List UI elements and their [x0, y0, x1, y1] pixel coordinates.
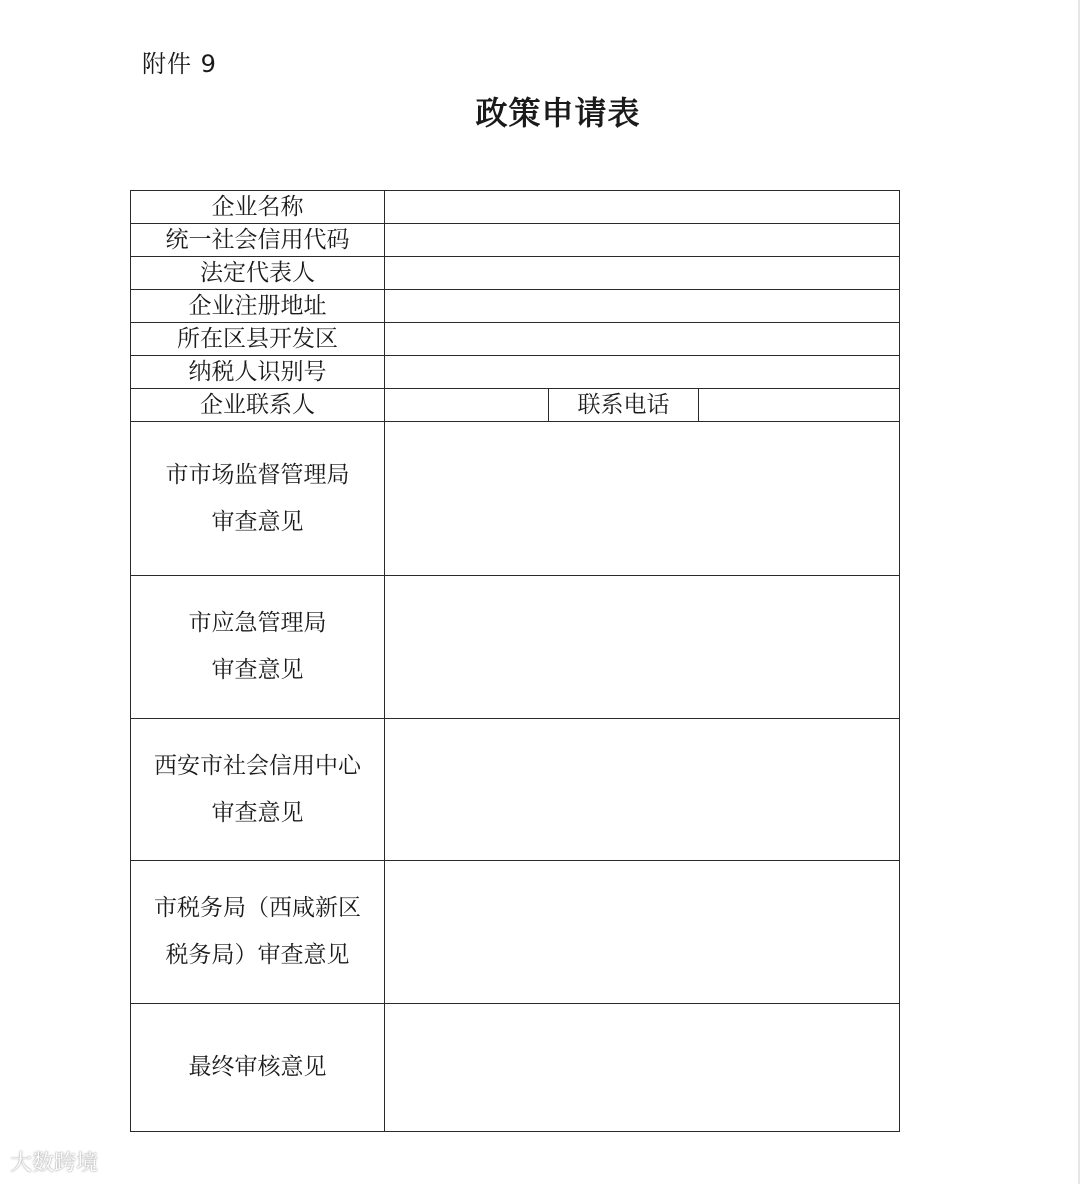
row-contact — [131, 389, 900, 422]
label-tax-review-line1: 市税务局（西咸新区 — [154, 895, 361, 921]
label-company-name: 企业名称 — [131, 191, 385, 224]
value-final-review[interactable] — [385, 1004, 900, 1132]
label-contact-phone: 联系电话 — [549, 389, 699, 422]
value-market-review[interactable] — [385, 422, 900, 576]
value-company-name[interactable] — [385, 191, 900, 224]
row-tax-review — [131, 861, 900, 1004]
label-reg-address: 企业注册地址 — [131, 290, 385, 323]
row-credit-code — [131, 224, 900, 257]
row-emergency-review — [131, 576, 900, 719]
label-market-review-line2: 审查意见 — [211, 508, 304, 535]
label-emergency-review-line2: 审查意见 — [211, 657, 304, 683]
label-credit-review — [131, 719, 385, 861]
value-credit-review[interactable] — [385, 719, 900, 861]
label-credit-code: 统一社会信用代码 — [131, 224, 385, 257]
label-tax-review — [131, 861, 385, 1004]
watermark: 大数跨境 — [10, 1151, 99, 1176]
value-contact-person[interactable] — [385, 389, 549, 422]
label-tax-review-line2: 税务局）审查意见 — [165, 942, 350, 968]
row-taxpayer-id — [131, 356, 900, 389]
label-market-review-line1: 市市场监督管理局 — [165, 461, 350, 488]
label-legal-rep: 法定代表人 — [131, 257, 385, 290]
label-emergency-review — [131, 576, 385, 719]
row-district — [131, 323, 900, 356]
value-credit-code[interactable] — [385, 224, 900, 257]
value-contact-phone[interactable] — [699, 389, 900, 422]
value-emergency-review[interactable] — [385, 576, 900, 719]
policy-application-form — [130, 190, 900, 1132]
label-emergency-review-line1: 市应急管理局 — [188, 610, 327, 636]
value-district[interactable] — [385, 323, 900, 356]
row-legal-rep — [131, 257, 900, 290]
label-market-review — [131, 422, 385, 576]
label-final-review: 最终审核意见 — [131, 1004, 385, 1132]
label-credit-review-line2: 审查意见 — [211, 799, 304, 826]
label-taxpayer-id: 纳税人识别号 — [131, 356, 385, 389]
label-district: 所在区县开发区 — [131, 323, 385, 356]
value-taxpayer-id[interactable] — [385, 356, 900, 389]
label-contact-person: 企业联系人 — [131, 389, 385, 422]
row-reg-address — [131, 290, 900, 323]
value-legal-rep[interactable] — [385, 257, 900, 290]
value-reg-address[interactable] — [385, 290, 900, 323]
row-company-name — [131, 191, 900, 224]
attachment-label: 附件 9 — [142, 50, 217, 78]
row-credit-review — [131, 719, 900, 861]
label-credit-review-line1: 西安市社会信用中心 — [154, 752, 361, 779]
value-tax-review[interactable] — [385, 861, 900, 1004]
page-title: 政策申请表 — [475, 94, 641, 132]
row-market-review — [131, 422, 900, 576]
row-final-review — [131, 1004, 900, 1132]
